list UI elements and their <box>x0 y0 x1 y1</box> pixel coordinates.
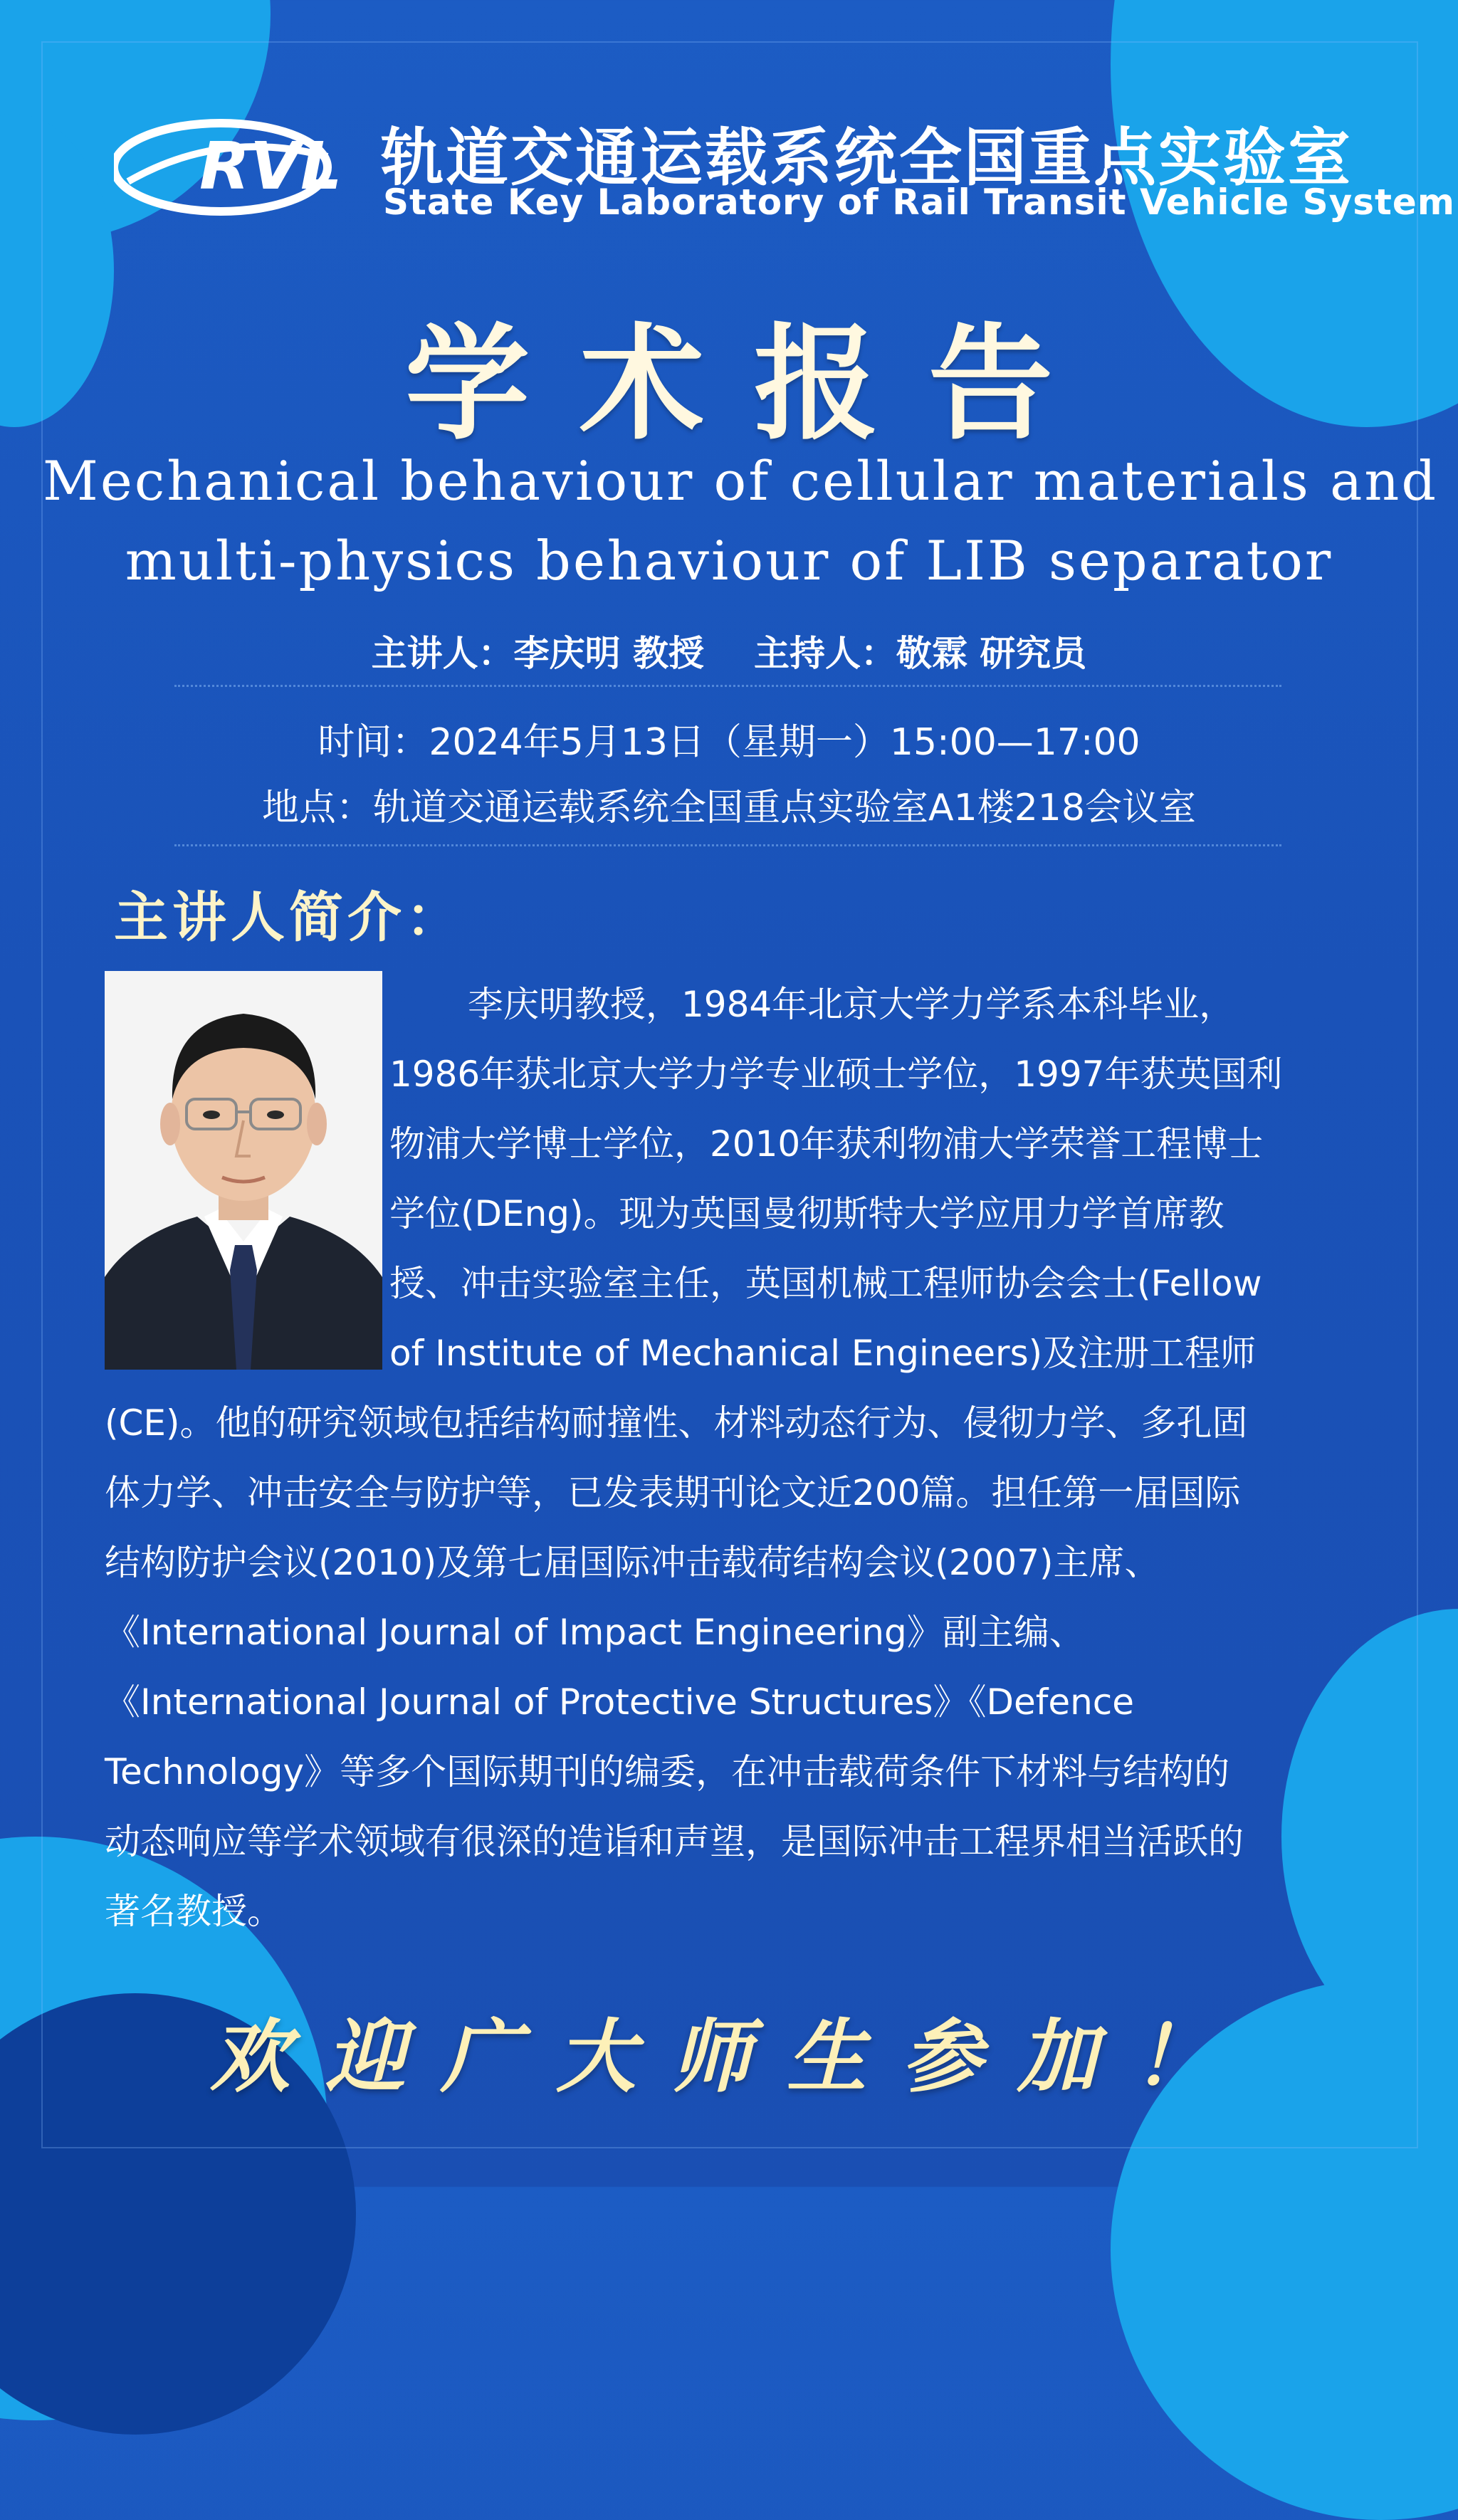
lab-header <box>114 107 1455 235</box>
logo-abbr: RVL <box>199 128 342 204</box>
bio-line: 动态响应等学术领域有很深的造诣和声望，是国际冲击工程界相当活跃的 <box>105 1821 1244 1862</box>
talk-title-line-1: Mechanical behaviour of cellular materials and <box>43 449 1438 513</box>
bio-line: 《International Journal of Protective Structures》《Defence <box>105 1681 1135 1723</box>
speaker: 主讲人：李庆明 教授 <box>371 633 704 674</box>
lab-name-cn: 轨道交通运载系统全国重点实验室 <box>381 121 1353 194</box>
divider-bottom <box>174 844 1281 846</box>
bio-line: 李庆明教授，1984年北京大学力学系本科毕业， <box>397 984 1235 1025</box>
bio-line: 《International Journal of Impact Engineering》副主编、 <box>105 1612 1085 1653</box>
bio-line: Technology》等多个国际期刊的编委，在冲击载荷条件下材料与结构的 <box>105 1751 1230 1792</box>
lab-name-en: State Key Laboratory of Rail Transit Vehicle System <box>383 182 1455 223</box>
bio-line: (CE)。他的研究领域包括结构耐撞性、材料动态行为、侵彻力学、多孔固 <box>105 1402 1248 1444</box>
bio-line: 物浦大学博士学位，2010年获利物浦大学荣誉工程博士 <box>389 1123 1264 1165</box>
time-info: 时间：2024年5月13日（星期一）15:00—17:00 <box>318 721 1140 764</box>
talk-title-line-2: multi-physics behaviour of LIB separator <box>125 529 1333 592</box>
bio-line: 1986年获北京大学力学专业硕士学位，1997年获英国利 <box>389 1054 1283 1095</box>
divider-top <box>174 685 1281 687</box>
bio-line: of Institute of Mechanical Engineers)及注册工程师 <box>389 1333 1257 1374</box>
location-info: 地点：轨道交通运载系统全国重点实验室A1楼218会议室 <box>262 787 1196 829</box>
bio-line: 体力学、冲击安全与防护等，已发表期刊论文近200篇。担任第一届国际 <box>105 1472 1241 1513</box>
host: 主持人：敬霖 研究员 <box>754 633 1087 674</box>
poster-title: 学术报告 <box>405 313 1103 457</box>
bio-line: 著名教授。 <box>105 1891 283 1932</box>
speaker-host-line <box>0 625 1458 676</box>
talk-title <box>43 441 1438 601</box>
intro-heading: 主讲人简介： <box>114 886 464 949</box>
speaker-bio <box>105 970 1349 1946</box>
bio-line: 学位(DEng)。现为英国曼彻斯特大学应用力学首席教 <box>389 1193 1224 1234</box>
rvl-logo <box>114 114 370 221</box>
bio-line: 授、冲击实验室主任，英国机械工程师协会会士(Fellow <box>389 1263 1262 1304</box>
bio-line: 结构防护会议(2010)及第七届国际冲击载荷结构会议(2007)主席、 <box>105 1542 1160 1583</box>
welcome-message: 欢迎广大师生参加！ <box>210 2010 1248 2104</box>
